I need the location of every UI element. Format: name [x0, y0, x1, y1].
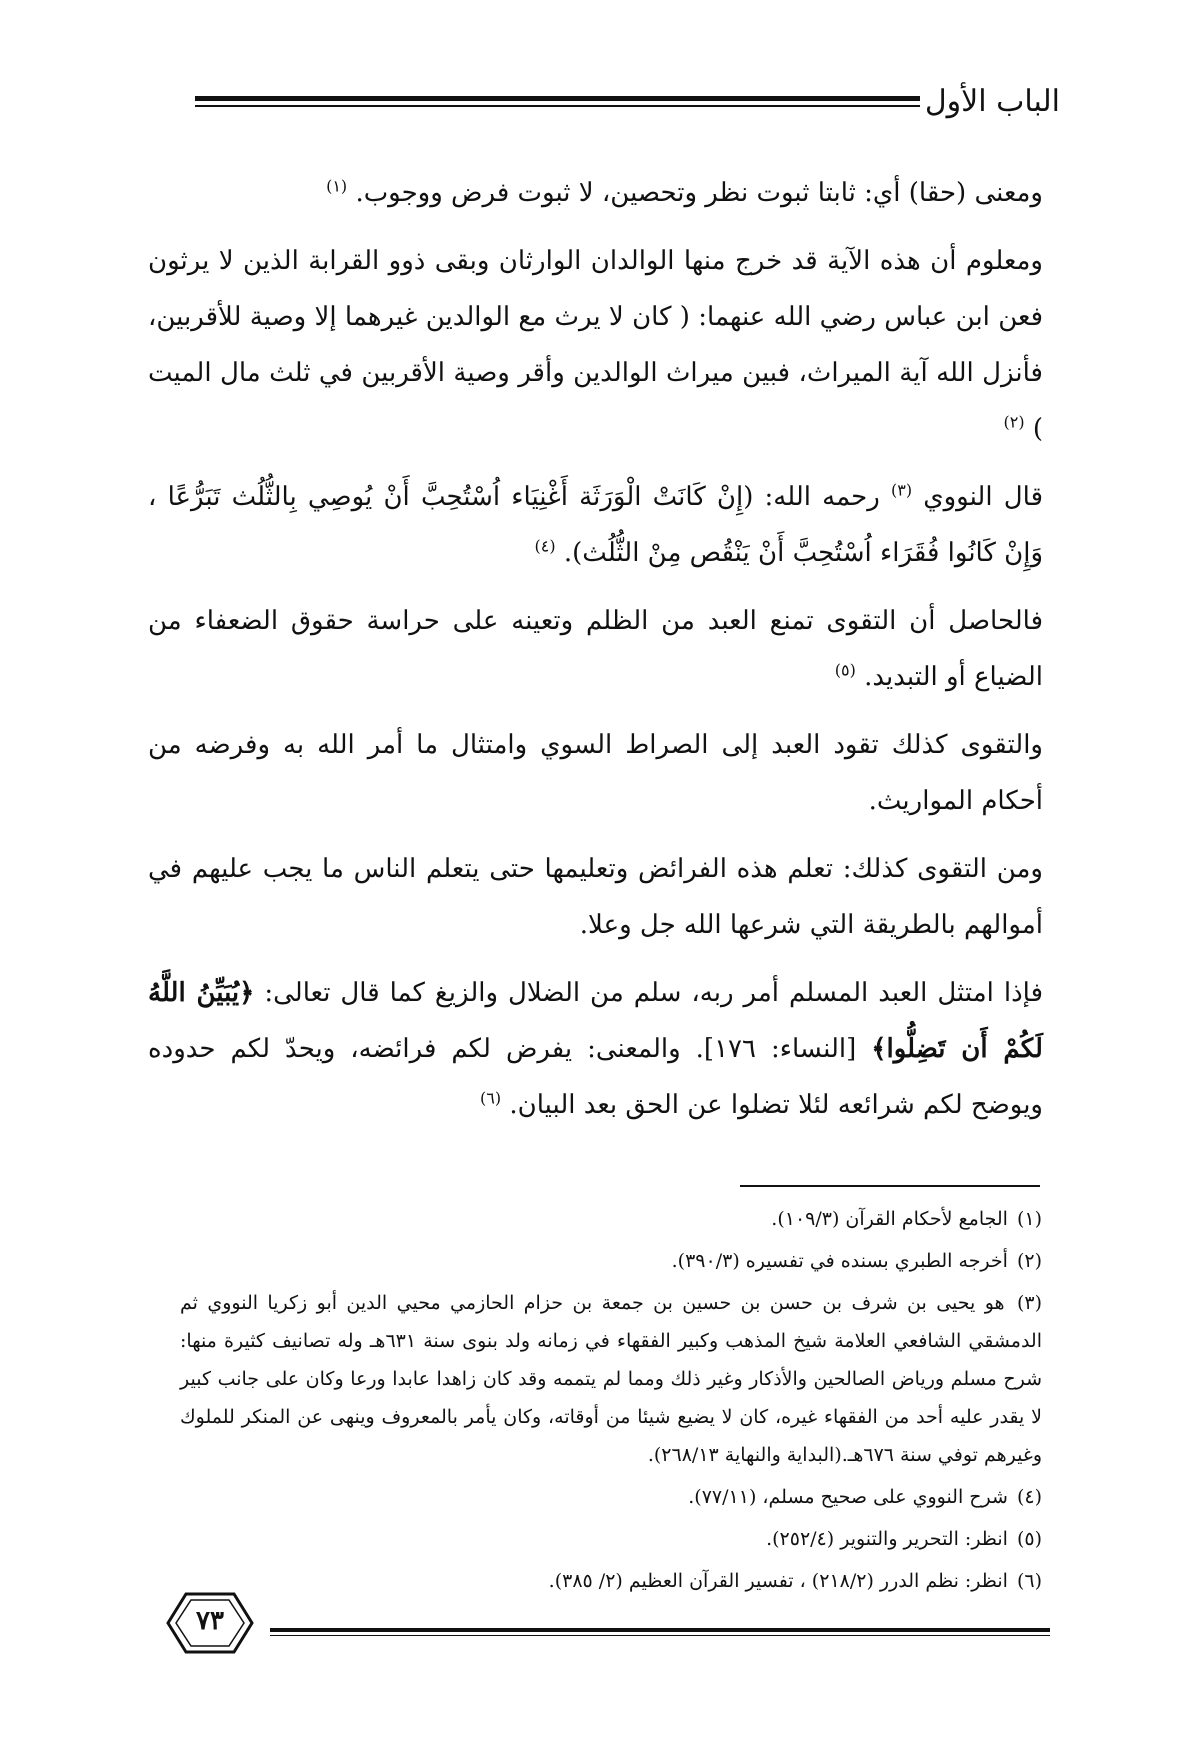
paragraph: [148, 593, 1043, 705]
footnote-ref[interactable]: (٦): [479, 1088, 502, 1108]
footnote-number: (٦): [1016, 1570, 1042, 1592]
page-footer: [160, 1588, 1050, 1658]
paragraph-text: فالحاصل أن التقوى تمنع العبد من الظلم وتعينه على حراسة حقوق الضعفاء من الضياع أو التبديد.: [148, 606, 1043, 692]
paragraph-text: ومعنى (حقا) أي: ثابتا ثبوت نظر وتحصين، لا ثبوت فرض ووجوب.: [355, 178, 1043, 208]
footer-rule: [270, 1628, 1050, 1636]
footnote-separator: [740, 1185, 1040, 1187]
paragraph-text: [النساء: ١٧٦]. والمعنى: يفرض لكم فرائضه، ويحدّ لكم حدوده ويوضح لكم شرائعه لئلا تضلوا عن الحق بعد البيان.: [148, 1034, 1043, 1120]
footnote-ref[interactable]: (١): [326, 176, 348, 196]
footnote-item: [180, 1284, 1042, 1474]
footnote-ref[interactable]: (٢): [1003, 412, 1025, 432]
paragraph: [148, 469, 1043, 581]
footnote-item: [180, 1478, 1042, 1516]
paragraph: [148, 233, 1043, 457]
footnote-ref[interactable]: (٤): [534, 536, 556, 556]
footnote-text: أخرجه الطبري بسنده في تفسيره (٣٩٠/٣).: [671, 1250, 1008, 1272]
paragraph: [148, 165, 1043, 221]
paragraph-text: والتقوى كذلك تقود العبد إلى الصراط السوي وامتثال ما أمر الله به وفرضه من أحكام المواريث.: [148, 730, 1043, 816]
paragraph: [148, 841, 1043, 953]
chapter-title: الباب الأول: [924, 84, 1060, 119]
footnote-number: (٢): [1016, 1250, 1042, 1272]
paragraph-text: قال النووي: [923, 482, 1044, 512]
paragraph: [148, 717, 1043, 829]
page-header: [195, 82, 1060, 126]
paragraph-text: ومن التقوى كذلك: تعلم هذه الفرائض وتعليمها حتى يتعلم الناس ما يجب عليهم في أموالهم بالطريقة التي شرعها الله جل وعلا.: [148, 854, 1043, 940]
main-text: [148, 165, 1043, 1145]
paragraph: [148, 965, 1043, 1133]
footnote-ref[interactable]: (٣): [890, 480, 913, 500]
footnote-number: (٣): [1016, 1292, 1042, 1314]
paragraph-text: فإذا امتثل العبد المسلم أمر ربه، سلم من الضلال والزيغ كما قال تعالى:: [254, 978, 1043, 1008]
quran-verse: ﴿يُبَيِّنُ اللَّهُ لَكُمْ أَن تَضِلُّوا﴾: [148, 978, 1043, 1064]
footnote-item: [180, 1242, 1042, 1280]
page-number: ٧٣: [196, 1606, 224, 1636]
footnote-item: [180, 1520, 1042, 1558]
footnote-item: [180, 1200, 1042, 1238]
footnote-text: انظر: نظم الدرر (٢١٨/٢) ، تفسير القرآن العظيم (٢/ ٣٨٥).: [548, 1570, 1008, 1592]
paragraph-text: ومعلوم أن هذه الآية قد خرج منها الوالدان الوارثان وبقى ذوو القرابة الذين لا يرثون فعن ابن عباس رضي الله عنهما: ( كان لا يرث مع الوالدين غيرهما إلا وصية للأقربين، فأنزل الله آية الميراث، فبين ميراث الوالدين وأقر وصية الأقربين في ثلث مال الميت ): [148, 246, 1043, 444]
footnotes: [180, 1200, 1042, 1604]
header-rule: [195, 96, 920, 107]
hadith-quote: رحمه الله: (إِنْ كَانَتْ الْوَرَثَة أَغْنِيَاء اُسْتُحِبَّ أَنْ يُوصِي بِالثُّلُث تَبَرُّعًا ، وَإِنْ كَانُوا فُقَرَاء اُسْتُحِبَّ أَنْ يَنْقُص مِنْ الثُّلُث).: [148, 482, 1043, 568]
footnote-text: شرح النووي على صحيح مسلم، (٧٧/١١).: [688, 1486, 1008, 1508]
footnote-text: الجامع لأحكام القرآن (١٠٩/٣).: [771, 1208, 1008, 1230]
footnote-text: انظر: التحرير والتنوير (٢٥٢/٤).: [766, 1528, 1008, 1550]
footnote-text: هو يحيى بن شرف بن حسن بن حسين بن جمعة بن حزام الحازمي محيي الدين أبو زكريا النووي ثم الدمشقي الشافعي العلامة شيخ المذهب وكبير الفقهاء في زمانه ولد بنوى سنة ٦٣١هـ وله تصانيف كثيرة منها: شرح مسلم ورياض الصالحين والأذكار وغير ذلك ومما لم يتممه وقد كان زاهدا عابدا ورعا وكان على جانب كبير لا يقدر عليه أحد من الفقهاء غيره، كان لا يضيع شيئا من أوقاته، وكان يأمر بالمعروف وينهى عن المنكر للملوك وغيرهم توفي سنة ٦٧٦هـ.(البداية والنهاية ٢٦٨/١٣).: [180, 1292, 1043, 1466]
footnote-number: (٥): [1016, 1528, 1042, 1550]
footnote-number: (١): [1016, 1208, 1042, 1230]
footnote-ref[interactable]: (٥): [834, 660, 856, 680]
footnote-number: (٤): [1016, 1486, 1042, 1508]
